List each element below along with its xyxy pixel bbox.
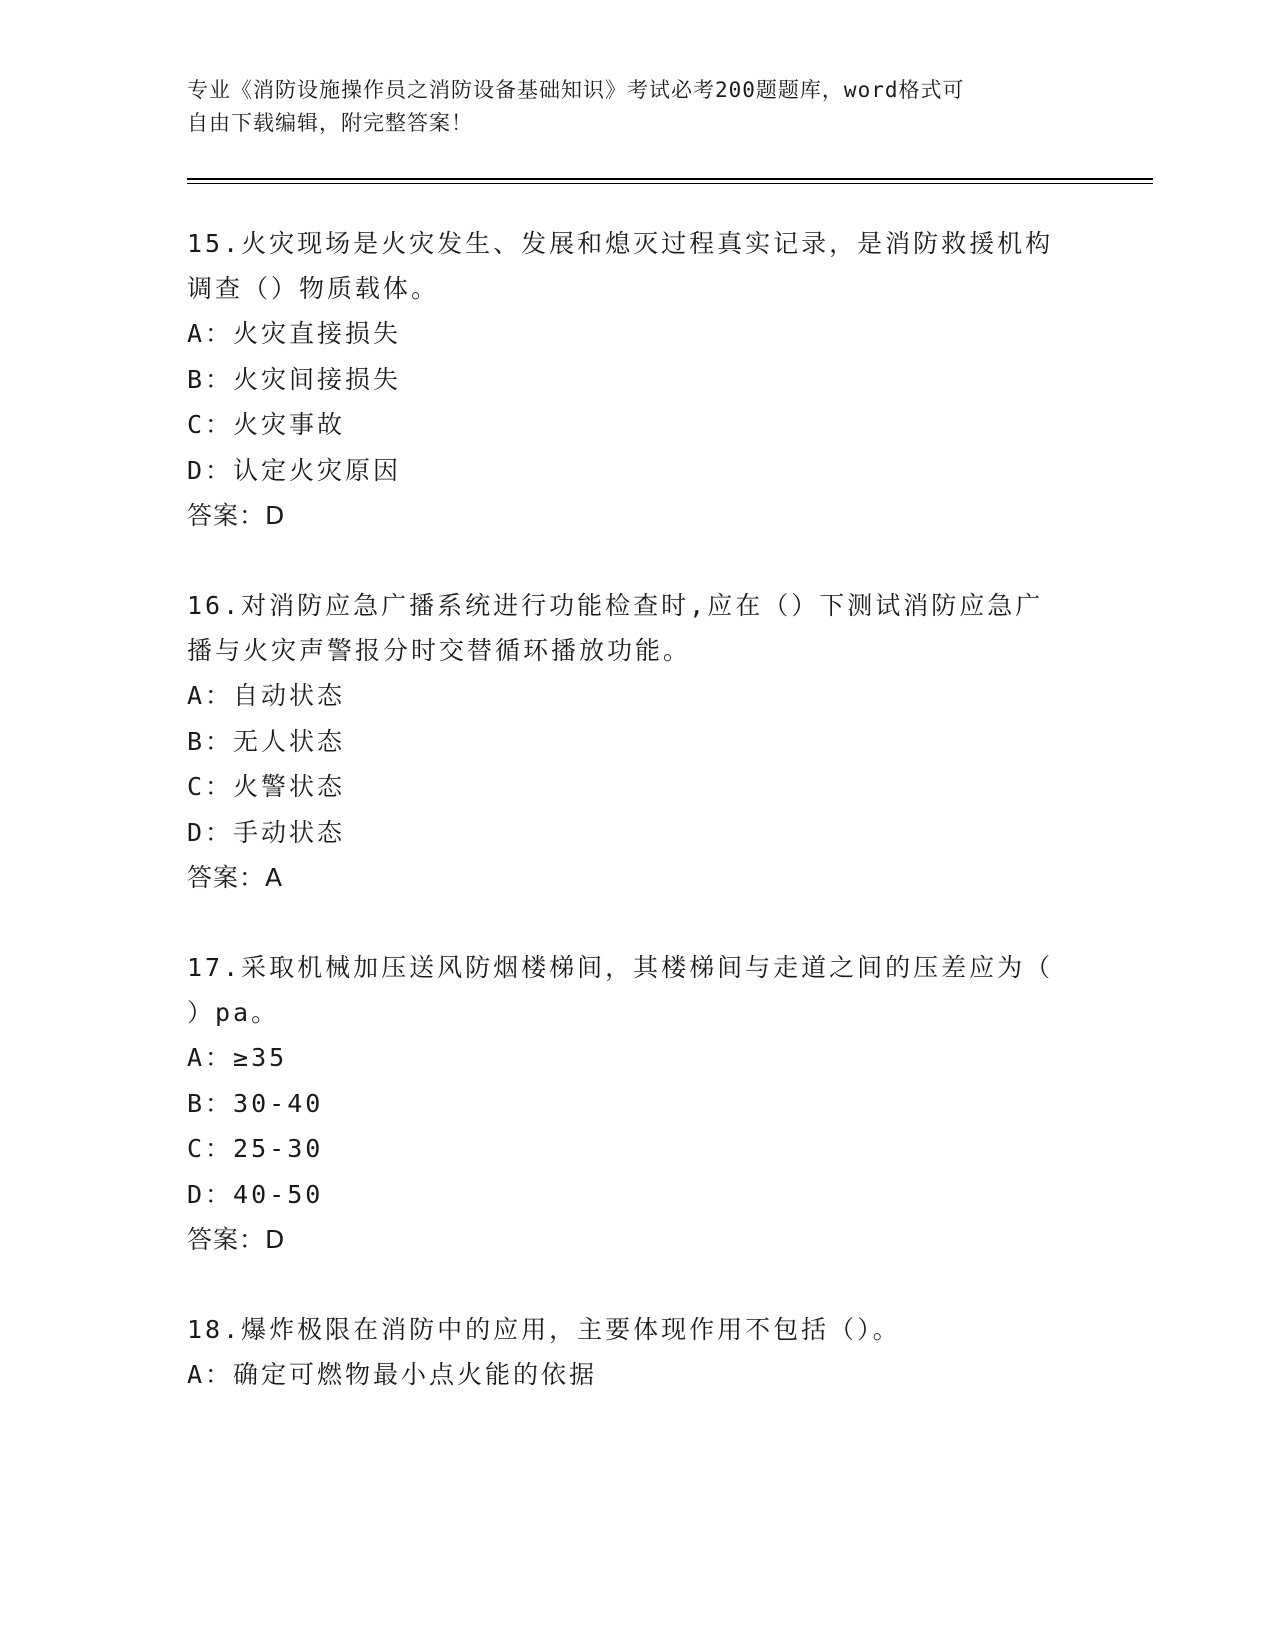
option-c: C：火警状态 (187, 772, 346, 801)
header-rule-thin (187, 183, 1153, 184)
option-a: A：自动状态 (187, 681, 346, 710)
question-stem-line: 16.对消防应急广播系统进行功能检查时,应在（）下测试消防应急广 (187, 591, 1044, 620)
option-a: A：火灾直接损失 (187, 319, 402, 348)
header-line-2: 自由下载编辑，附完整答案！ (187, 111, 473, 135)
question-16 (187, 583, 1067, 900)
question-stem-line: 17.采取机械加压送风防烟楼梯间，其楼梯间与走道之间的压差应为（ (187, 953, 1054, 982)
answer: 答案：D (187, 1225, 286, 1254)
option-d: D：手动状态 (187, 817, 346, 847)
question-stem-line: 播与火灾声警报分时交替循环播放功能。 (187, 636, 692, 665)
option-d: D：认定火灾原因 (187, 455, 402, 485)
header-rule-thick (187, 178, 1153, 180)
question-15 (187, 221, 1067, 538)
option-c: C：25-30 (187, 1134, 324, 1163)
question-stem-line: 调查（）物质载体。 (187, 274, 440, 303)
option-b: B：火灾间接损失 (187, 364, 402, 394)
option-d: D：40-50 (187, 1179, 324, 1209)
option-c: C：火灾事故 (187, 410, 346, 439)
answer: 答案：A (187, 863, 284, 892)
question-stem-line: ）pa。 (187, 998, 280, 1027)
question-17 (187, 945, 1067, 1262)
header-line-1: 专业《消防设施操作员之消防设备基础知识》考试必考200题题库，word格式可 (187, 78, 965, 102)
option-b: B：30-40 (187, 1088, 324, 1118)
document-header (187, 74, 1067, 140)
answer: 答案：D (187, 501, 286, 530)
question-stem-line: 18.爆炸极限在消防中的应用，主要体现作用不包括（）。 (187, 1315, 901, 1344)
question-stem-line: 15.火灾现场是火灾发生、发展和熄灭过程真实记录，是消防救援机构 (187, 229, 1054, 258)
question-18 (187, 1307, 1067, 1398)
option-a: A：≥35 (187, 1043, 288, 1072)
option-b: B：无人状态 (187, 726, 346, 756)
option-a: A：确定可燃物最小点火能的依据 (187, 1360, 598, 1389)
